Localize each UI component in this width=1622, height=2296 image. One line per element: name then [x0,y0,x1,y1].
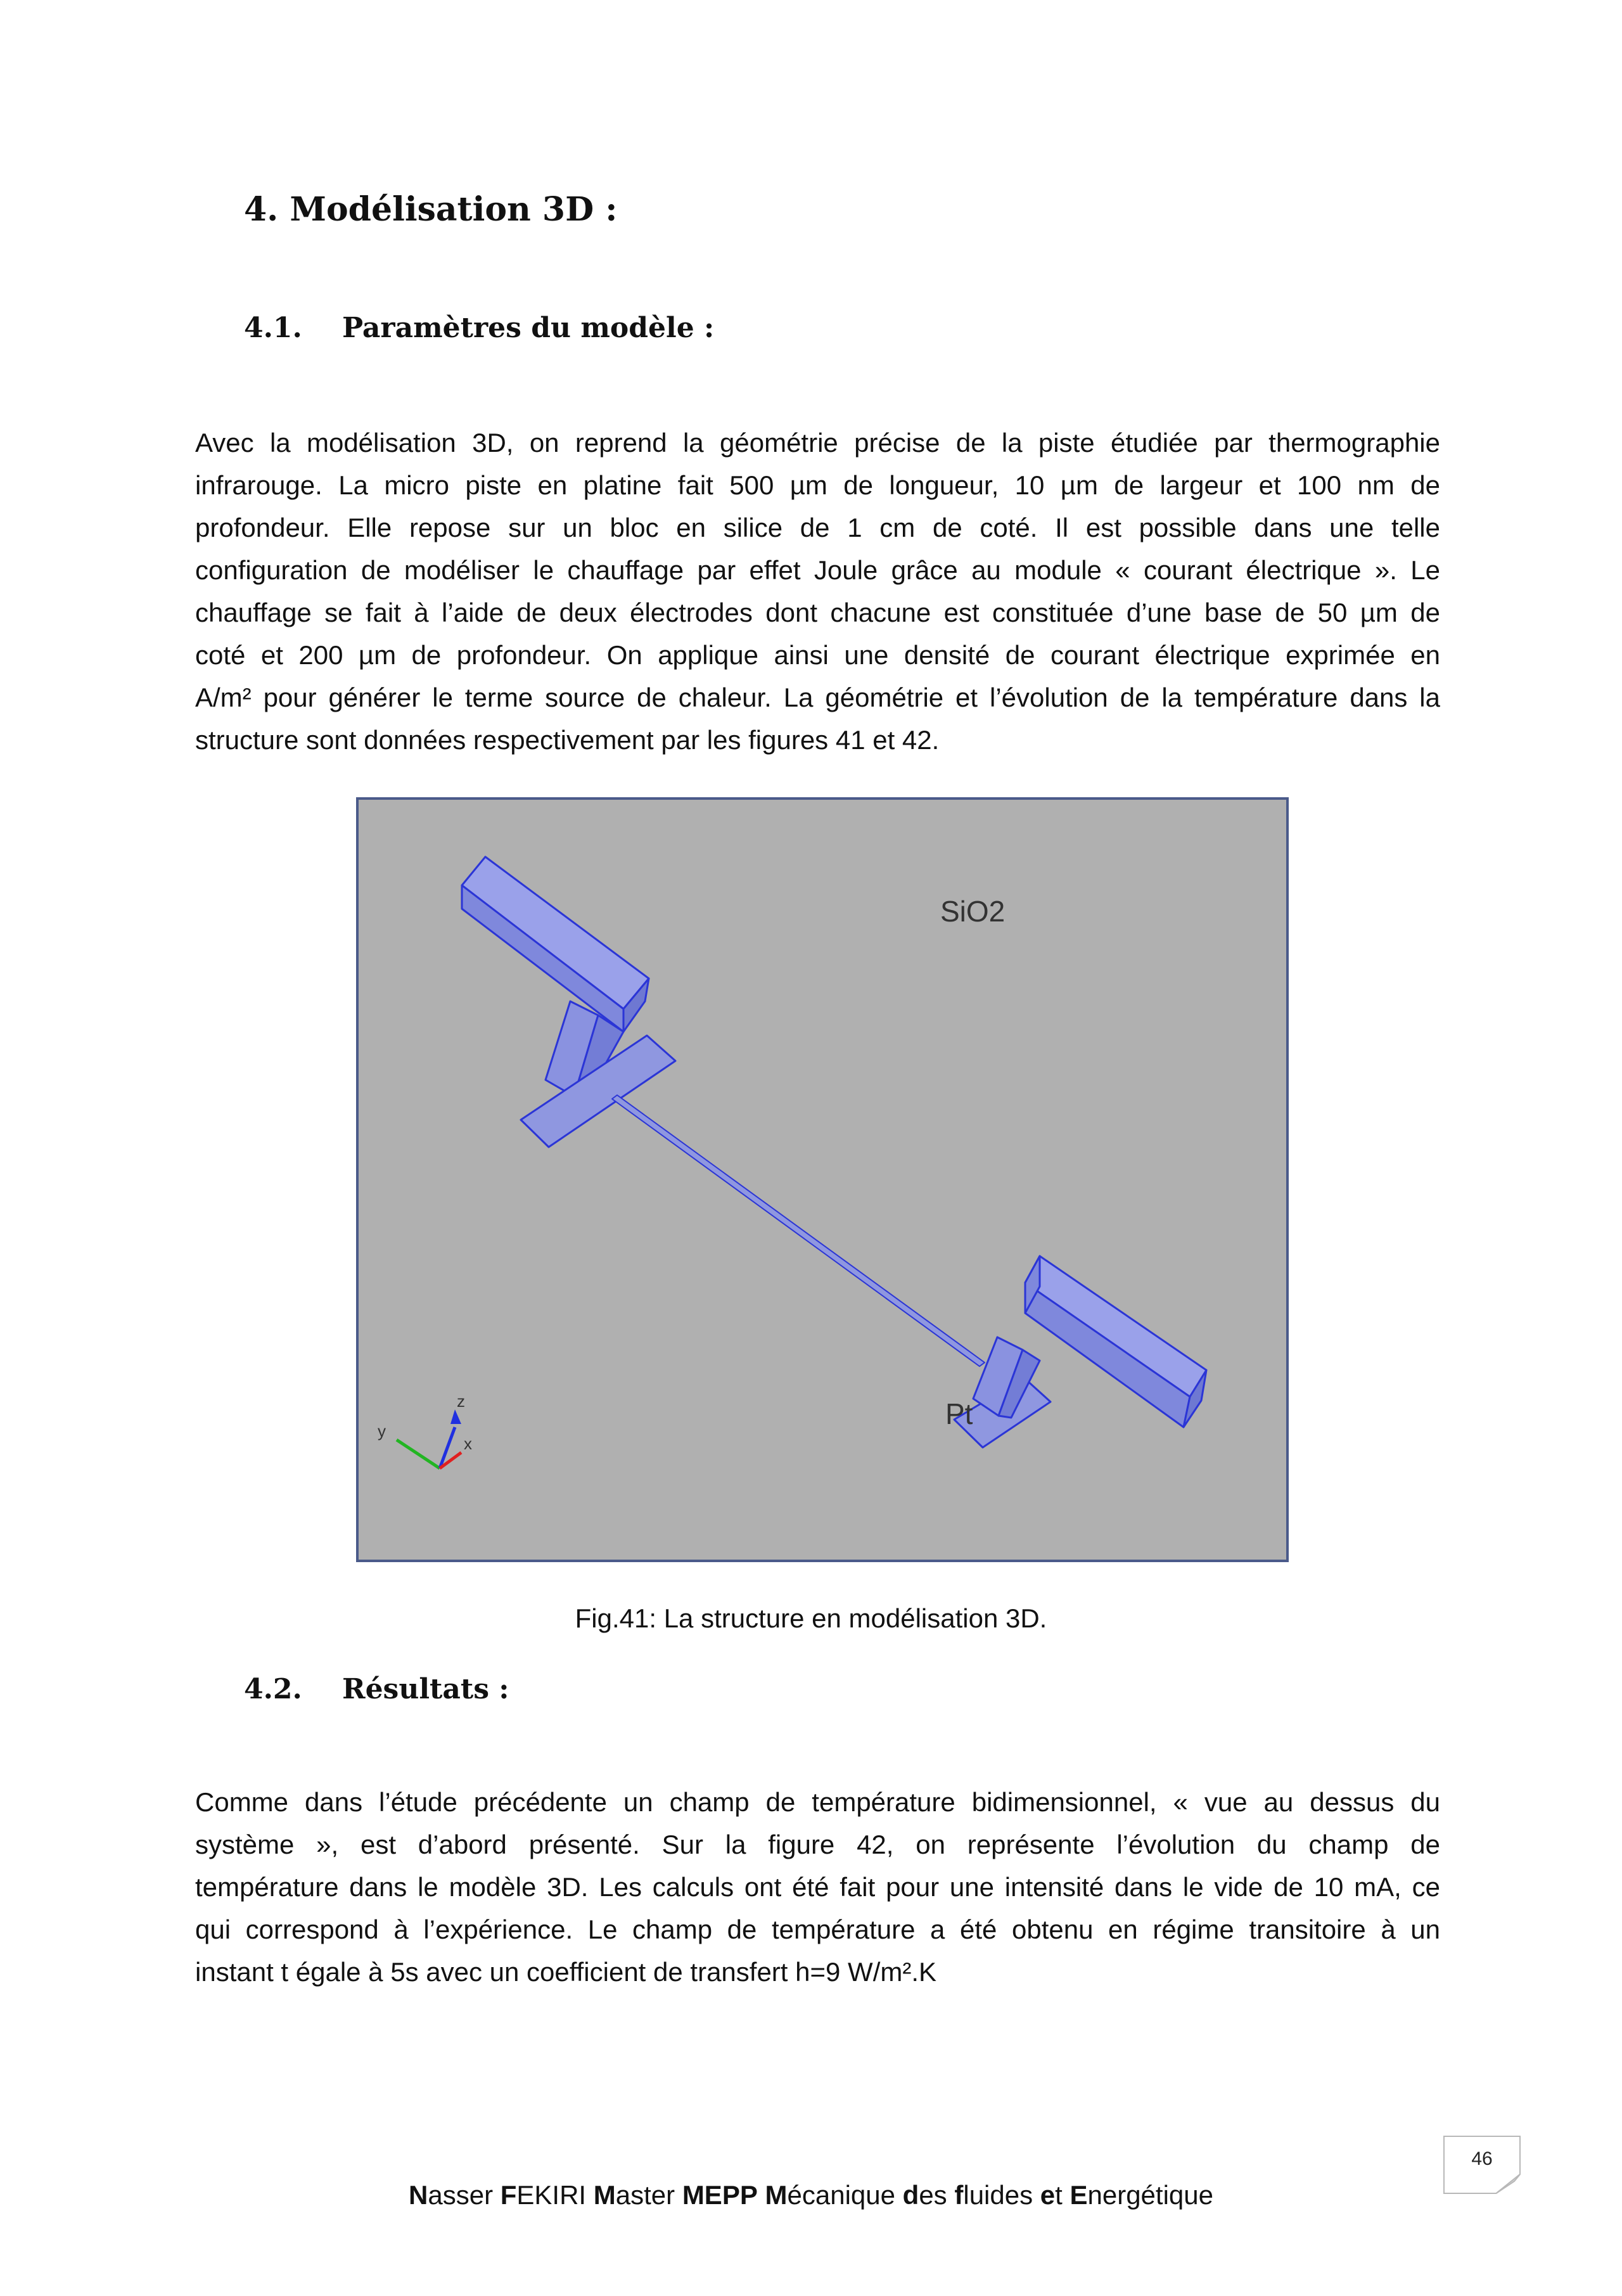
footer-part: luides [963,2180,1040,2210]
axis-label-y: y [378,1421,386,1440]
footer-part: t [1055,2180,1070,2210]
footer-part [758,2180,765,2210]
text-line: chauffage se fait à l’aide de deux électrodes dont chacune est constituée d’une base de 50 µm de [195,598,1440,627]
paragraph-parameters [195,421,1440,761]
footer-part: e [1040,2180,1056,2210]
footer-part: aster [615,2180,682,2210]
text-line: température dans le modèle 3D. Les calculs ont été fait pour une intensité dans le vide de 10 mA, ce [195,1872,1440,1902]
axes-triad-icon [378,1392,472,1468]
z-axis-arrow [450,1409,461,1424]
footer-part: nergétique [1087,2180,1213,2210]
footer-part: F [500,2180,517,2210]
footer-part: écanique [787,2180,903,2210]
footer-part: es [919,2180,955,2210]
text-line: système », est d’abord présenté. Sur la figure 42, on représente l’évolution du champ de [195,1830,1440,1859]
text-line: Comme dans l’étude précédente un champ de température bidimensionnel, « vue au dessus du [195,1787,1440,1817]
paragraph-results [195,1781,1440,1993]
section-number: 4.2. [244,1673,302,1705]
footer-part: asser [428,2180,501,2210]
text-line: A/m² pour générer le terme source de chaleur. La géométrie et l’évolution de la température dans la [195,683,1440,712]
text-line: Avec la modélisation 3D, on reprend la géométrie précise de la piste étudiée par thermographie [195,428,1440,458]
structure-3d-image [359,800,1286,1560]
section-heading-4: 4. Modélisation 3D : [244,190,618,229]
footer-part: M [765,2180,788,2210]
text-line: infrarouge. La micro piste en platine fait 500 µm de longueur, 10 µm de largeur et 100 nm de [195,470,1440,500]
footer-part: M [593,2180,616,2210]
figure-3d-structure [356,797,1289,1562]
label-pt: Pt [945,1397,973,1430]
section-heading-4-1 [244,312,714,344]
text-line: coté et 200 µm de profondeur. On applique ainsi une densité de courant électrique exprimée en [195,640,1440,670]
text-line: profondeur. Elle repose sur un bloc en silice de 1 cm de coté. Il est possible dans une telle [195,513,1440,542]
text-line: configuration de modéliser le chauffage par effet Joule grâce au module « courant électrique ». Le [195,555,1440,585]
footer-part: d [902,2180,919,2210]
page-footer [0,2180,1622,2210]
page-number: 46 [1471,2148,1493,2169]
footer-part: EKIRI [516,2180,594,2210]
section-title: Résultats : [342,1673,509,1705]
footer-part: f [954,2180,964,2210]
footer-part: N [409,2180,428,2210]
section-title: Paramètres du modèle : [342,312,715,344]
electrode-left-top-face [462,857,649,1009]
y-axis-line [397,1440,440,1468]
axis-label-z: z [457,1392,465,1411]
label-sio2: SiO2 [940,895,1006,928]
section-heading-4-2 [244,1673,509,1705]
micro-track [612,1095,985,1366]
text-line: qui correspond à l’expérience. Le champ de température a été obtenu en régime transitoire à un [195,1914,1440,1944]
figure-caption: Fig.41: La structure en modélisation 3D. [575,1603,1047,1633]
axis-label-x: x [464,1434,472,1453]
footer-part: E [1070,2180,1088,2210]
section-number: 4.1. [244,312,302,344]
text-line: instant t égale à 5s avec un coefficient de transfert h=9 W/m².K [195,1957,937,1987]
footer-part: MEPP [682,2180,758,2210]
text-line: structure sont données respectivement par les figures 41 et 42. [195,725,940,755]
